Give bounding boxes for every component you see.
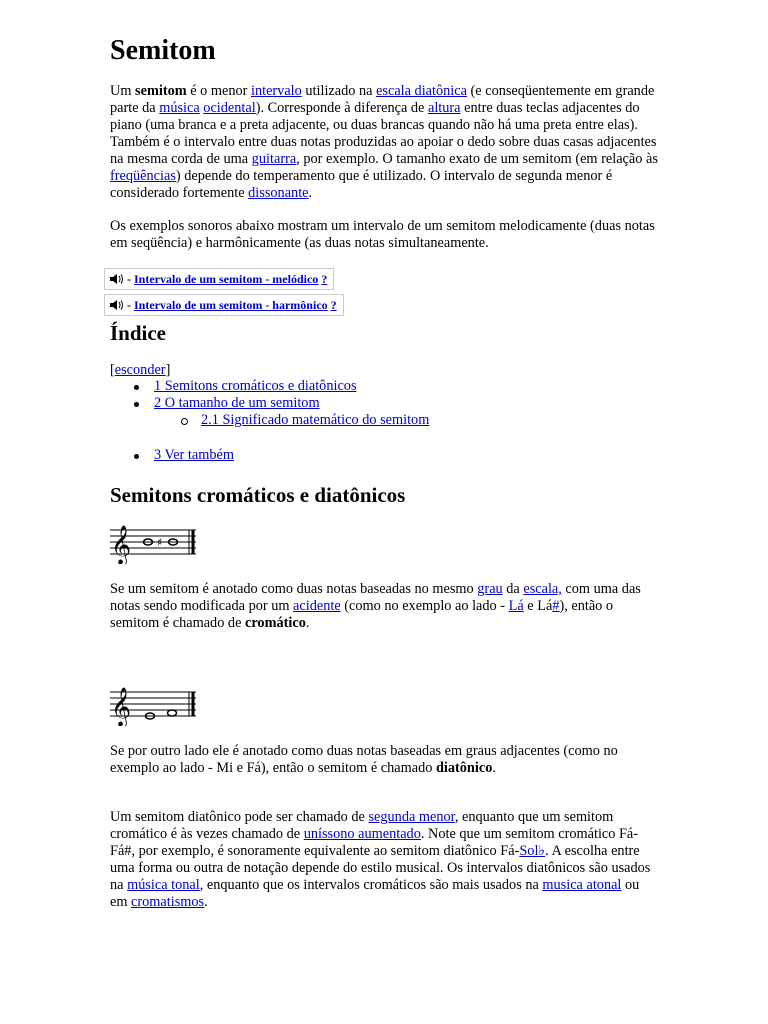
toc-list bbox=[154, 378, 654, 412]
link-musica-tonal[interactable]: música tonal bbox=[127, 877, 200, 893]
link-sol-bemol[interactable]: Sol♭ bbox=[519, 843, 546, 859]
link-dissonante[interactable]: dissonante bbox=[248, 185, 309, 201]
toc-link-2[interactable]: 2 O tamanho de um semitom bbox=[154, 395, 320, 411]
link-segunda-menor[interactable]: segunda menor bbox=[368, 809, 455, 825]
staff-diatonic-image bbox=[110, 682, 200, 726]
toc-hide-link[interactable]: esconder bbox=[114, 362, 166, 378]
link-escala-diatonica[interactable]: escala diatônica bbox=[376, 83, 467, 99]
intro-paragraph: Um semitom é o menor intervalo utilizado na escala diatônica (e conseqüentemente em grande parte da música ocidental). Corresponde à diferença de altura entre duas teclas adjacentes do piano (uma branca e a preta adjacente, ou duas brancas quando não há uma preta entre elas). Também é o intervalo entre duas notas produzidas ao apoiar o dedo sobre duas casas adjacentes na mesma corda de uma guitarra, por exemplo. O tamanho exato de um semitom (em relação às freqüências) depende do temperamento que é utilizado. O intervalo de segunda menor é considerado fortemente dissonante. bbox=[110, 83, 658, 201]
link-escala[interactable]: escala, bbox=[523, 581, 562, 597]
link-musica[interactable]: música bbox=[159, 100, 200, 116]
treble-clef-icon: 𝄞 bbox=[111, 687, 132, 726]
link-grau[interactable]: grau bbox=[477, 581, 503, 597]
toc-heading: Índice bbox=[110, 321, 167, 345]
toc-item bbox=[201, 412, 651, 429]
treble-clef-icon: 𝄞 bbox=[111, 525, 132, 564]
link-musica-atonal[interactable]: musica atonal bbox=[542, 877, 622, 893]
audio-help-harmonic[interactable]: ? bbox=[330, 297, 337, 312]
speaker-icon bbox=[109, 273, 125, 285]
chromatic-paragraph: Se um semitom é anotado como duas notas baseadas no mesmo grau da escala, com uma das notas sendo modificada por um acidente (como no exemplo ao lado - Lá e Lá#), então o semitom é chamado de cromático. bbox=[110, 581, 641, 631]
link-altura[interactable]: altura bbox=[427, 100, 461, 116]
audio-link-harmonic[interactable]: Intervalo de um semitom - harmônico bbox=[134, 297, 328, 312]
link-frequencias[interactable]: freqüências bbox=[110, 168, 176, 184]
diatonic-paragraph: Se por outro lado ele é anotado como duas notas baseadas em graus adjacentes (como no exemplo ao lado - Mi e Fá), então o semitom é chamado diatônico. bbox=[110, 743, 618, 776]
toc-link-1[interactable]: 1 Semitons cromáticos e diatônicos bbox=[154, 378, 357, 394]
link-ocidental[interactable]: ocidental bbox=[203, 100, 256, 116]
audio-player-harmonic[interactable]: - Intervalo de um semitom - harmônico ? bbox=[104, 294, 344, 316]
link-sustenido[interactable]: # bbox=[552, 598, 560, 614]
link-unissono-aumentado[interactable]: uníssono aumentado bbox=[303, 826, 421, 842]
link-la[interactable]: Lá bbox=[508, 598, 524, 614]
link-intervalo[interactable]: intervalo bbox=[250, 83, 302, 99]
semitone-notation-paragraph: Um semitom diatônico pode ser chamado de segunda menor, enquanto que um semitom cromático é às vezes chamado de uníssono aumentado. Note que um semitom cromático Fá-Fá#, por exemplo, é sonoramente equivalente ao semitom diatônico Fá-Sol♭. A escolha entre uma forma ou outra de notação depende do estilo musical. Os intervalos diatônicos são usados na música tonal, enquanto que os intervalos cromáticos são mais usados na musica atonal ou em cromatismos. bbox=[110, 809, 651, 910]
toc-item bbox=[154, 378, 654, 395]
toc-sublist bbox=[201, 412, 651, 429]
speaker-icon bbox=[109, 299, 125, 311]
toc-link-3[interactable]: 3 Ver também bbox=[154, 447, 234, 463]
page-title: Semitom bbox=[110, 35, 216, 66]
svg-text:♯: ♯ bbox=[157, 536, 163, 549]
audio-player-melodic[interactable]: - Intervalo de um semitom - melódico ? bbox=[104, 268, 334, 290]
toc-item bbox=[154, 395, 654, 412]
examples-paragraph: Os exemplos sonoros abaixo mostram um intervalo de um semitom melodicamente (duas notas em seqüência) e harmônicamente (as duas notas simultaneamente. bbox=[110, 218, 655, 251]
toc-item bbox=[154, 447, 654, 464]
audio-help-melodic[interactable]: ? bbox=[321, 271, 328, 286]
section-heading-semitons: Semitons cromáticos e diatônicos bbox=[110, 483, 406, 507]
toc-list-2 bbox=[154, 447, 654, 464]
toc-link-2-1[interactable]: 2.1 Significado matemático do semitom bbox=[201, 412, 430, 428]
link-guitarra[interactable]: guitarra bbox=[251, 151, 297, 167]
link-cromatismos[interactable]: cromatismos bbox=[131, 894, 205, 910]
toc-toggle: [esconder] bbox=[110, 362, 171, 378]
audio-link-melodic[interactable]: Intervalo de um semitom - melódico bbox=[134, 271, 319, 286]
staff-chromatic-image bbox=[110, 520, 200, 564]
link-acidente[interactable]: acidente bbox=[293, 598, 341, 614]
